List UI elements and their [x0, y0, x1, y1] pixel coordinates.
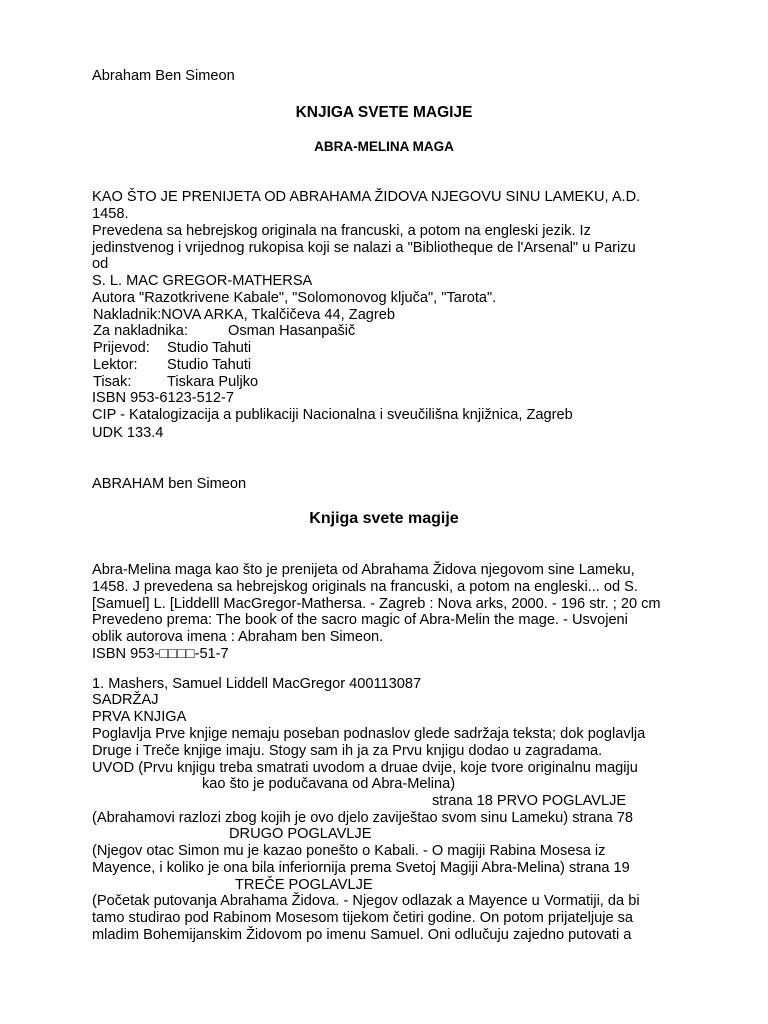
- contents-line: tamo studirao pod Rabinom Mosesom tijekom četiri godine. On potom prijateljuje sa: [92, 910, 634, 926]
- author-line-2: ABRAHAM ben Simeon: [92, 476, 247, 492]
- catalog-line: oblik autorova imena : Abraham ben Simeon.: [92, 629, 384, 645]
- publisher-line: Nakladnik:NOVA ARKA, Tkalčičeva 44, Zagreb: [93, 307, 396, 323]
- za-nakladnika-label: Za nakladnika:: [93, 323, 188, 339]
- contents-line: Druge i Treče knjige imaju. Stogy sam ih ja za Prvu knjigu dodao u zagradama.: [92, 743, 603, 759]
- catalog-line: Prevedeno prema: The book of the sacro magic of Abra-Melin the mage. - Usvojeni: [92, 612, 628, 628]
- contents-line: TREČE POGLAVLJE: [235, 877, 373, 893]
- author-line: Abraham Ben Simeon: [92, 68, 235, 84]
- isbn-line: ISBN 953-6123-512-7: [92, 390, 234, 406]
- contents-line: strana 18 PRVO POGLAVLJE: [432, 793, 627, 809]
- contents-line: UVOD (Prvu knjigu treba smatrati uvodom a druae dvije, koje tvore originalnu magiju: [92, 760, 638, 776]
- prijevod-label: Prijevod:: [93, 340, 150, 356]
- contents-line: mladim Bohemijanskim Židovom po imenu Samuel. Oni odlučuju zajedno putovati a: [92, 927, 632, 943]
- contents-line: kao što je podučavana od Abra-Melina): [202, 776, 456, 792]
- intro-line: od: [92, 256, 109, 272]
- lektor-label: Lektor:: [93, 357, 138, 373]
- document-subtitle: ABRA-MELINA MAGA: [314, 139, 454, 154]
- intro-line: KAO ŠTO JE PRENIJETA OD ABRAHAMA ŽIDOVA NJEGOVU SINU LAMEKU, A.D.: [92, 189, 641, 205]
- contents-line: Mayence, i koliko je ona bila inferiornija prema Svetoj Magiji Abra-Melina) strana 19: [92, 860, 630, 876]
- contents-line: PRVA KNJIGA: [92, 709, 187, 725]
- contents-line: (Njegov otac Simon mu je kazao ponešto o Kabali. - O magiji Rabina Mosesa iz: [92, 843, 606, 859]
- udk-line: UDK 133.4: [92, 425, 164, 441]
- contents-line: (Početak putovanja Abrahama Židova. - Njegov odlazak a Mayence u Vormatiji, da bi: [92, 893, 640, 909]
- catalog-line: [Samuel] L. [Liddelll MacGregor-Mathersa. - Zagreb : Nova arks, 2000. - 196 str. ; 20 cm: [92, 596, 661, 612]
- intro-line: jedinstvenog i vrijednog rukopisa koji se nalazi a "Bibliotheque de l'Arsenal" u Parizu: [92, 240, 636, 256]
- tisak-value: Tiskara Puljko: [167, 374, 259, 390]
- lektor-value: Studio Tahuti: [167, 357, 252, 373]
- contents-line: DRUGO POGLAVLJE: [229, 826, 372, 842]
- contents-line: 1. Mashers, Samuel Liddell MacGregor 400113087: [92, 676, 422, 692]
- tisak-label: Tisak:: [93, 374, 132, 390]
- catalog-line: Abra-Melina maga kao što je prenijeta od Abrahama Židova njegovom sine Lameku,: [92, 562, 635, 578]
- prijevod-value: Studio Tahuti: [167, 340, 252, 356]
- intro-line: 1458.: [92, 206, 129, 222]
- intro-line: Prevedena sa hebrejskog originala na francuski, a potom na engleski jezik. Iz: [92, 223, 591, 239]
- document-title: KNJIGA SVETE MAGIJE: [295, 104, 473, 121]
- cip-line: CIP - Katalogizacija a publikaciji Nacionalna i sveučilišna knjižnica, Zagreb: [92, 407, 573, 423]
- intro-line: S. L. MAC GREGOR-MATHERSA: [92, 273, 313, 289]
- contents-line: SADRŽAJ: [92, 692, 159, 708]
- catalog-line: ISBN 953-□□□□-51-7: [92, 646, 229, 662]
- document-title-2: Knjiga svete magije: [309, 510, 459, 527]
- intro-line: Autora "Razotkrivene Kabale", "Solomonovog ključa", "Tarota".: [92, 290, 497, 306]
- catalog-line: 1458. J prevedena sa hebrejskog originals na francuski, a potom na engleski... od S.: [92, 579, 638, 595]
- contents-line: (Abrahamovi razlozi zbog kojih je ovo djelo zaviještao svom sinu Lameku) strana 78: [92, 810, 634, 826]
- contents-line: Poglavlja Prve knjige nemaju poseban podnaslov glede sadržaja teksta; dok poglavlja: [92, 726, 646, 742]
- za-nakladnika-value: Osman Hasanpašič: [228, 323, 356, 339]
